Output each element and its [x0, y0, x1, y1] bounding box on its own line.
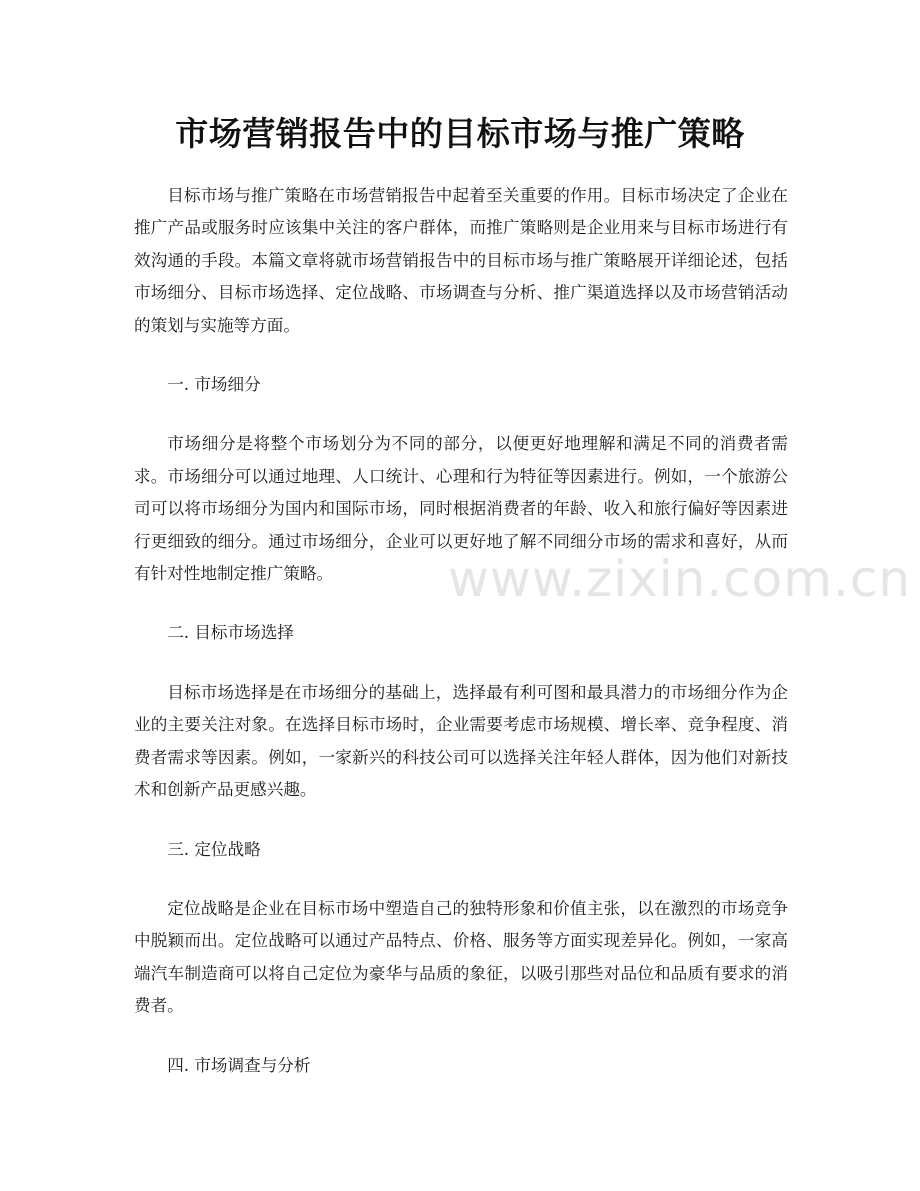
section-body-2: 目标市场选择是在市场细分的基础上，选择最有利可图和最具潜力的市场细分作为企业的主要关注对象。在选择目标市场时，企业需要考虑市场规模、增长率、竞争程度、消费者需求等因素。例如，一家新兴的科技公司可以选择关注年轻人群体，因为他们对新技术和创新产品更感兴趣。 [134, 682, 788, 800]
document-body [134, 180, 788, 1109]
page-title: 市场营销报告中的目标市场与推广策略 [175, 114, 745, 153]
section-heading-1: 一. 市场细分 [167, 375, 261, 395]
section-body-3: 定位战略是企业在目标市场中塑造自己的独特形象和价值主张，以在激烈的市场竞争中脱颖而出。定位战略可以通过产品特点、价格、服务等方面实现差异化。例如，一家高端汽车制造商可以将自己定位为豪华与品质的象征，以吸引那些对品位和品质有要求的消费者。 [134, 898, 788, 1016]
section-body-1: 市场细分是将整个市场划分为不同的部分，以便更好地理解和满足不同的消费者需求。市场细分可以通过地理、人口统计、心理和行为特征等因素进行。例如，一个旅游公司可以将市场细分为国内和国际市场，同时根据消费者的年龄、收入和旅行偏好等因素进行更细致的细分。通过市场细分，企业可以更好地了解不同细分市场的需求和喜好，从而有针对性地制定推广策略。 [134, 434, 788, 584]
section-heading-2: 二. 目标市场选择 [167, 623, 294, 643]
watermark: www.zixin.com.cn [448, 550, 912, 608]
section-heading-3: 三. 定位战略 [167, 839, 261, 859]
intro-paragraph: 目标市场与推广策略在市场营销报告中起着至关重要的作用。目标市场决定了企业在推广产品或服务时应该集中关注的客户群体，而推广策略则是企业用来与目标市场进行有效沟通的手段。本篇文章将就市场营销报告中的目标市场与推广策略展开详细论述，包括市场细分、目标市场选择、定位战略、市场调查与分析、推广渠道选择以及市场营销活动的策划与实施等方面。 [134, 186, 788, 335]
section-heading-4: 四. 市场调查与分析 [167, 1055, 311, 1075]
